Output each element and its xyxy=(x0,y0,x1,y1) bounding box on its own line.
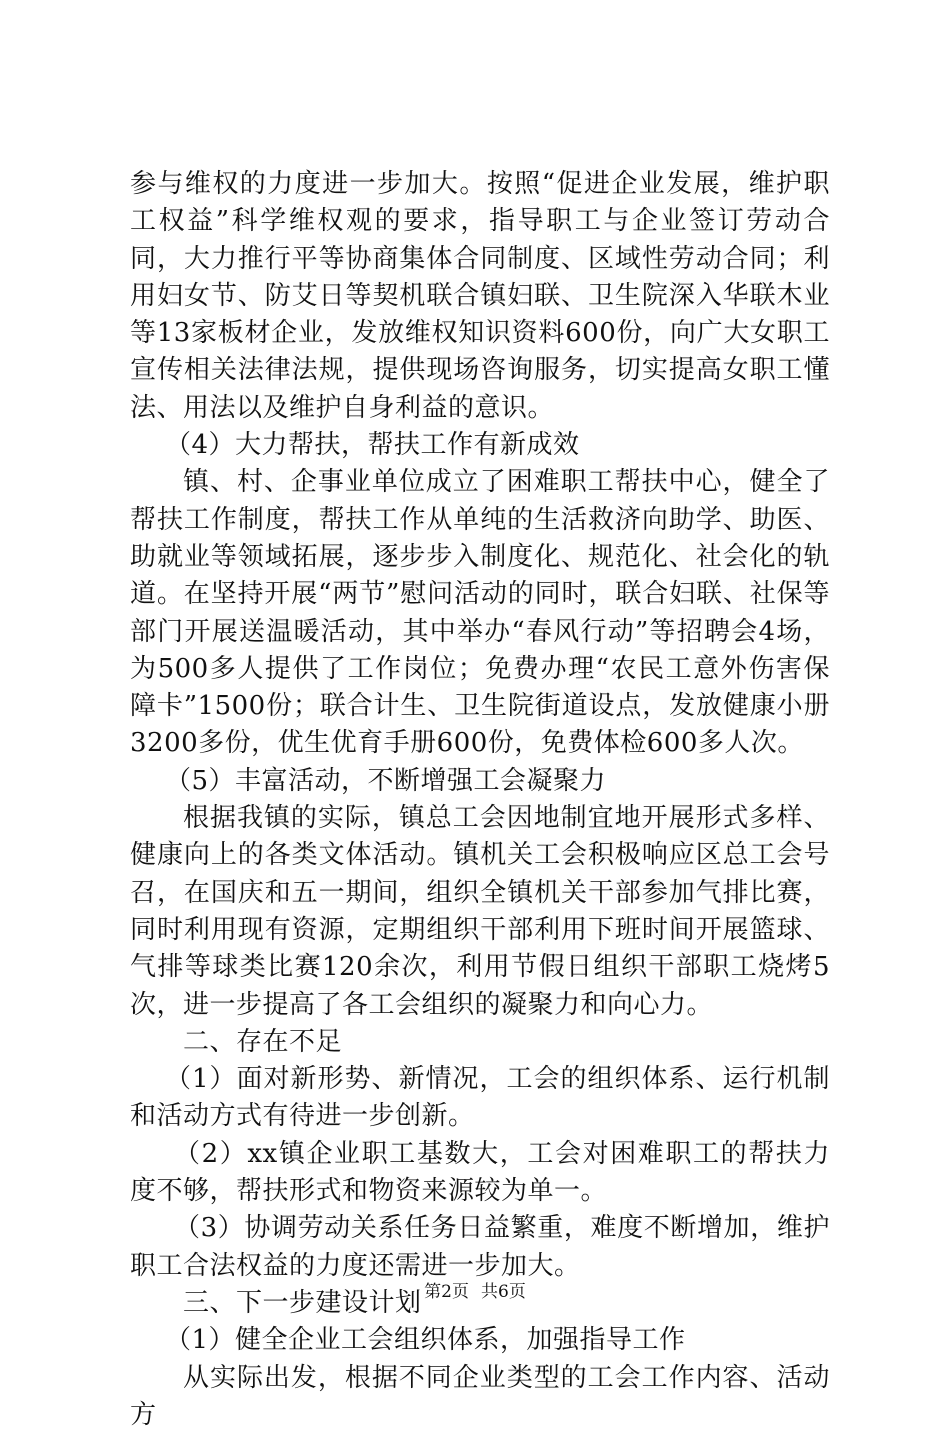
paragraph-shortcoming-2: （2）xx镇企业职工基数大，工会对困难职工的帮扶力度不够，帮扶形式和物资来源较为单一。 xyxy=(130,1136,830,1211)
paragraph-shortcoming-3: （3）协调劳动关系任务日益繁重，难度不断增加，维护职工合法权益的力度还需进一步加大。 xyxy=(130,1210,830,1285)
page-number: 第2页 xyxy=(424,1282,469,1302)
page-footer xyxy=(0,1282,950,1302)
heading-activities: （5）丰富活动，不断增强工会凝聚力 xyxy=(130,763,830,800)
heading-next-plan: 三、下一步建设计划 xyxy=(130,1285,830,1322)
page-total: 共6页 xyxy=(481,1282,526,1302)
paragraph-plan-1: 从实际出发，根据不同企业类型的工会工作内容、活动方 xyxy=(130,1360,830,1434)
paragraph-support-work: 镇、村、企事业单位成立了困难职工帮扶中心，健全了帮扶工作制度，帮扶工作从单纯的生活救济向助学、助医、助就业等领域拓展，逐步步入制度化、规范化、社会化的轨道。在坚持开展“两节”慰问活动的同时，联合妇联、社保等部门开展送温暖活动，其中举办“春风行动”等招聘会4场，为500多人提供了工作岗位；免费办理“农民工意外伤害保障卡”1500份；联合计生、卫生院街道设点，发放健康小册3200多份，优生优育手册600份，免费体检600多人次。 xyxy=(130,464,830,762)
paragraph-rights-protection: 参与维权的力度进一步加大。按照“促进企业发展，维护职工权益”科学维权观的要求，指导职工与企业签订劳动合同，大力推行平等协商集体合同制度、区域性劳动合同；利用妇女节、防艾日等契机联合镇妇联、卫生院深入华联木业等13家板材企业，发放维权知识资料600份，向广大女职工宣传相关法律法规，提供现场咨询服务，切实提高女职工懂法、用法以及维护自身利益的意识。 xyxy=(130,166,830,427)
paragraph-shortcoming-1: （1）面对新形势、新情况，工会的组织体系、运行机制和活动方式有待进一步创新。 xyxy=(130,1061,830,1136)
heading-support-work: （4）大力帮扶，帮扶工作有新成效 xyxy=(130,427,830,464)
document-body xyxy=(130,166,830,1434)
heading-plan-1: （1）健全企业工会组织体系，加强指导工作 xyxy=(130,1322,830,1359)
paragraph-activities: 根据我镇的实际，镇总工会因地制宜地开展形式多样、健康向上的各类文体活动。镇机关工会积极响应区总工会号召，在国庆和五一期间，组织全镇机关干部参加气排比赛，同时利用现有资源，定期组织干部利用下班时间开展篮球、气排等球类比赛120余次，利用节假日组织干部职工烧烤5次，进一步提高了各工会组织的凝聚力和向心力。 xyxy=(130,800,830,1024)
heading-shortcomings: 二、存在不足 xyxy=(130,1024,830,1061)
